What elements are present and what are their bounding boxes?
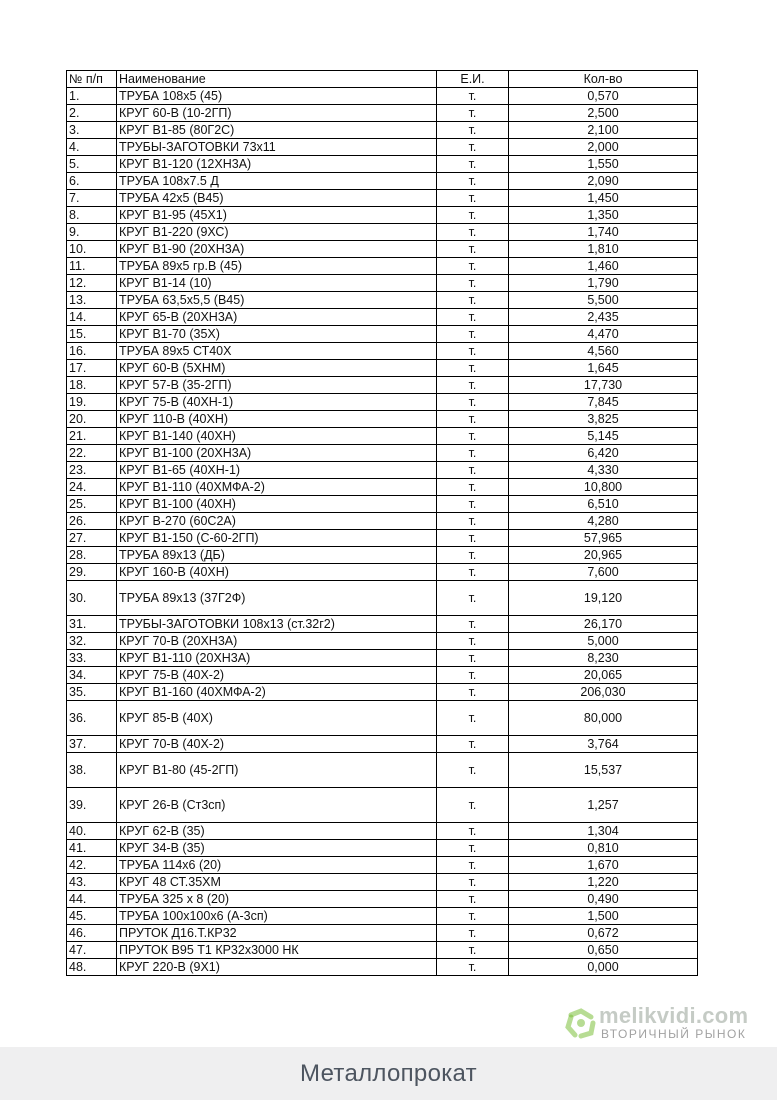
row-quantity: 0,810 [509,840,698,857]
row-name: ТРУБА 63,5х5,5 (В45) [117,292,437,309]
row-name: КРУГ 75-В (40Х-2) [117,667,437,684]
table-row [67,190,698,207]
row-unit: т. [437,394,509,411]
row-number: 24. [67,479,117,496]
row-quantity: 1,450 [509,190,698,207]
row-quantity: 1,460 [509,258,698,275]
table-row [67,462,698,479]
header-name: Наименование [117,71,437,88]
row-number: 9. [67,224,117,241]
row-unit: т. [437,925,509,942]
row-unit: т. [437,343,509,360]
row-number: 34. [67,667,117,684]
row-name: КРУГ В1-100 (40ХН) [117,496,437,513]
row-quantity: 7,845 [509,394,698,411]
row-name: КРУГ 60-В (5ХНМ) [117,360,437,377]
row-unit: т. [437,753,509,788]
row-number: 25. [67,496,117,513]
row-unit: т. [437,207,509,224]
row-unit: т. [437,633,509,650]
table-body [67,88,698,976]
row-quantity: 0,672 [509,925,698,942]
table-row [67,908,698,925]
row-number: 47. [67,942,117,959]
row-quantity: 6,420 [509,445,698,462]
row-name: КРУГ В1-110 (40ХМФА-2) [117,479,437,496]
row-unit: т. [437,530,509,547]
row-number: 32. [67,633,117,650]
row-name: КРУГ В1-220 (9ХС) [117,224,437,241]
row-number: 14. [67,309,117,326]
row-name: ТРУБА 89х5 гр.В (45) [117,258,437,275]
row-number: 35. [67,684,117,701]
caption-title: Металлопрокат [300,1059,477,1087]
table-row [67,258,698,275]
watermark-subtitle: ВТОРИЧНЫЙ РЫНОК [601,1027,747,1041]
row-unit: т. [437,479,509,496]
row-unit: т. [437,874,509,891]
row-name: ТРУБА 89х13 (37Г2Ф) [117,581,437,616]
row-number: 16. [67,343,117,360]
row-number: 12. [67,275,117,292]
row-quantity: 1,645 [509,360,698,377]
row-quantity: 0,490 [509,891,698,908]
row-unit: т. [437,823,509,840]
table-row [67,736,698,753]
row-name: КРУГ 26-В (Ст3сп) [117,788,437,823]
row-quantity: 5,000 [509,633,698,650]
row-number: 15. [67,326,117,343]
row-quantity: 2,435 [509,309,698,326]
row-number: 37. [67,736,117,753]
row-name: КРУГ 85-В (40Х) [117,701,437,736]
table-row [67,857,698,874]
row-unit: т. [437,462,509,479]
table-row [67,377,698,394]
row-quantity: 57,965 [509,530,698,547]
row-unit: т. [437,309,509,326]
row-quantity: 26,170 [509,616,698,633]
table-row [67,874,698,891]
row-number: 29. [67,564,117,581]
items-table [66,70,698,976]
row-quantity: 0,570 [509,88,698,105]
row-number: 18. [67,377,117,394]
row-number: 23. [67,462,117,479]
header-quantity: Кол-во [509,71,698,88]
row-quantity: 80,000 [509,701,698,736]
table-row [67,547,698,564]
table-row [67,496,698,513]
row-unit: т. [437,224,509,241]
table-row [67,564,698,581]
row-quantity: 8,230 [509,650,698,667]
row-unit: т. [437,788,509,823]
table-row [67,479,698,496]
row-unit: т. [437,891,509,908]
row-number: 17. [67,360,117,377]
table-header-row [67,71,698,88]
row-quantity: 10,800 [509,479,698,496]
table-row [67,616,698,633]
row-quantity: 1,740 [509,224,698,241]
row-number: 10. [67,241,117,258]
row-number: 13. [67,292,117,309]
row-quantity: 1,220 [509,874,698,891]
table-row [67,224,698,241]
header-unit: Е.И. [437,71,509,88]
row-unit: т. [437,840,509,857]
row-name: ТРУБА 89х5 СТ40Х [117,343,437,360]
row-name: КРУГ В1-70 (35Х) [117,326,437,343]
row-quantity: 3,825 [509,411,698,428]
row-unit: т. [437,292,509,309]
row-unit: т. [437,122,509,139]
row-name: КРУГ В1-110 (20ХН3А) [117,650,437,667]
row-number: 40. [67,823,117,840]
row-name: КРУГ 60-В (10-2ГП) [117,105,437,122]
table-row [67,207,698,224]
row-name: КРУГ В1-140 (40ХН) [117,428,437,445]
row-name: ПРУТОК В95 Т1 КР32х3000 НК [117,942,437,959]
row-number: 38. [67,753,117,788]
row-quantity: 2,090 [509,173,698,190]
row-name: КРУГ В1-100 (20ХН3А) [117,445,437,462]
watermark-brand: melikvidi.com [599,1003,749,1028]
row-quantity: 0,000 [509,959,698,976]
table-row [67,581,698,616]
watermark [563,1003,763,1045]
table-row [67,173,698,190]
row-quantity: 1,810 [509,241,698,258]
row-number: 21. [67,428,117,445]
row-quantity: 4,280 [509,513,698,530]
row-number: 33. [67,650,117,667]
row-number: 45. [67,908,117,925]
row-unit: т. [437,241,509,258]
row-unit: т. [437,581,509,616]
table-row [67,292,698,309]
row-number: 19. [67,394,117,411]
row-quantity: 3,764 [509,736,698,753]
row-name: КРУГ 70-В (40Х-2) [117,736,437,753]
row-number: 30. [67,581,117,616]
row-unit: т. [437,547,509,564]
row-quantity: 2,100 [509,122,698,139]
row-name: КРУГ В1-160 (40ХМФА-2) [117,684,437,701]
row-name: КРУГ 62-В (35) [117,823,437,840]
row-number: 48. [67,959,117,976]
row-quantity: 1,257 [509,788,698,823]
row-unit: т. [437,411,509,428]
row-unit: т. [437,445,509,462]
table-row [67,428,698,445]
row-quantity: 2,500 [509,105,698,122]
row-unit: т. [437,496,509,513]
table-row [67,88,698,105]
row-quantity: 17,730 [509,377,698,394]
row-quantity: 5,500 [509,292,698,309]
table-row [67,326,698,343]
row-number: 41. [67,840,117,857]
row-unit: т. [437,513,509,530]
row-name: ПРУТОК Д16.Т.КР32 [117,925,437,942]
row-name: КРУГ 110-В (40ХН) [117,411,437,428]
row-quantity: 15,537 [509,753,698,788]
row-number: 28. [67,547,117,564]
row-quantity: 1,790 [509,275,698,292]
row-quantity: 19,120 [509,581,698,616]
row-quantity: 7,600 [509,564,698,581]
row-unit: т. [437,88,509,105]
row-quantity: 4,470 [509,326,698,343]
row-unit: т. [437,908,509,925]
row-unit: т. [437,173,509,190]
table-row [67,633,698,650]
caption-bar [0,1047,777,1100]
row-quantity: 6,510 [509,496,698,513]
row-quantity: 1,304 [509,823,698,840]
row-unit: т. [437,139,509,156]
row-name: ТРУБЫ-ЗАГОТОВКИ 108х13 (ст.32г2) [117,616,437,633]
table-row [67,156,698,173]
table-row [67,840,698,857]
row-number: 8. [67,207,117,224]
table-row [67,360,698,377]
row-quantity: 5,145 [509,428,698,445]
row-quantity: 4,560 [509,343,698,360]
row-quantity: 1,350 [509,207,698,224]
row-unit: т. [437,959,509,976]
row-quantity: 1,500 [509,908,698,925]
row-name: ТРУБА 108х7.5 Д [117,173,437,190]
row-number: 3. [67,122,117,139]
row-number: 44. [67,891,117,908]
header-number: № п/п [67,71,117,88]
row-name: КРУГ 70-В (20ХН3А) [117,633,437,650]
row-quantity: 20,965 [509,547,698,564]
row-name: КРУГ В1-85 (80Г2С) [117,122,437,139]
row-name: КРУГ В1-14 (10) [117,275,437,292]
table-row [67,942,698,959]
table-row [67,925,698,942]
row-unit: т. [437,275,509,292]
table-row [67,309,698,326]
row-unit: т. [437,701,509,736]
table-row [67,823,698,840]
row-number: 7. [67,190,117,207]
row-quantity: 1,550 [509,156,698,173]
row-name: КРУГ 65-В (20ХН3А) [117,309,437,326]
row-name: ТРУБА 114х6 (20) [117,857,437,874]
row-name: ТРУБА 108х5 (45) [117,88,437,105]
row-unit: т. [437,190,509,207]
row-name: КРУГ 57-В (35-2ГП) [117,377,437,394]
row-unit: т. [437,857,509,874]
row-name: КРУГ 34-В (35) [117,840,437,857]
row-number: 43. [67,874,117,891]
table-row [67,667,698,684]
row-quantity: 1,670 [509,857,698,874]
row-number: 1. [67,88,117,105]
row-unit: т. [437,667,509,684]
row-number: 39. [67,788,117,823]
row-number: 27. [67,530,117,547]
row-number: 46. [67,925,117,942]
row-name: КРУГ 75-В (40ХН-1) [117,394,437,411]
row-number: 2. [67,105,117,122]
row-number: 20. [67,411,117,428]
row-unit: т. [437,650,509,667]
row-name: КРУГ В1-150 (С-60-2ГП) [117,530,437,547]
row-number: 11. [67,258,117,275]
row-number: 4. [67,139,117,156]
row-name: ТРУБА 89х13 (ДБ) [117,547,437,564]
table-row [67,241,698,258]
row-number: 26. [67,513,117,530]
table-row [67,788,698,823]
table-row [67,105,698,122]
row-name: КРУГ 220-В (9Х1) [117,959,437,976]
row-number: 6. [67,173,117,190]
row-name: ТРУБА 42х5 (В45) [117,190,437,207]
melikvidi-logo-icon [563,1005,599,1041]
row-unit: т. [437,258,509,275]
row-quantity: 4,330 [509,462,698,479]
table-row [67,753,698,788]
row-name: ТРУБА 100х100х6 (А-3сп) [117,908,437,925]
table-row [67,959,698,976]
table-row [67,650,698,667]
row-unit: т. [437,326,509,343]
row-name: КРУГ 160-В (40ХН) [117,564,437,581]
row-unit: т. [437,684,509,701]
row-name: КРУГ В1-95 (45Х1) [117,207,437,224]
row-unit: т. [437,377,509,394]
row-unit: т. [437,942,509,959]
row-quantity: 2,000 [509,139,698,156]
table-row [67,445,698,462]
table-row [67,701,698,736]
row-number: 5. [67,156,117,173]
row-name: ТРУБЫ-ЗАГОТОВКИ 73х11 [117,139,437,156]
table-row [67,684,698,701]
row-number: 22. [67,445,117,462]
row-quantity: 20,065 [509,667,698,684]
row-number: 42. [67,857,117,874]
table-row [67,530,698,547]
row-number: 31. [67,616,117,633]
row-unit: т. [437,736,509,753]
table-row [67,411,698,428]
table-row [67,343,698,360]
row-name: КРУГ В1-80 (45-2ГП) [117,753,437,788]
row-number: 36. [67,701,117,736]
table-row [67,891,698,908]
row-name: КРУГ В-270 (60С2А) [117,513,437,530]
table-row [67,513,698,530]
table-row [67,122,698,139]
row-unit: т. [437,156,509,173]
row-unit: т. [437,105,509,122]
row-name: КРУГ 48 СТ.35ХМ [117,874,437,891]
table-row [67,139,698,156]
row-unit: т. [437,616,509,633]
row-unit: т. [437,360,509,377]
row-name: КРУГ В1-90 (20ХН3А) [117,241,437,258]
row-unit: т. [437,564,509,581]
row-name: ТРУБА 325 х 8 (20) [117,891,437,908]
row-name: КРУГ В1-65 (40ХН-1) [117,462,437,479]
table-row [67,275,698,292]
row-quantity: 0,650 [509,942,698,959]
row-name: КРУГ В1-120 (12ХН3А) [117,156,437,173]
row-quantity: 206,030 [509,684,698,701]
row-unit: т. [437,428,509,445]
table-row [67,394,698,411]
